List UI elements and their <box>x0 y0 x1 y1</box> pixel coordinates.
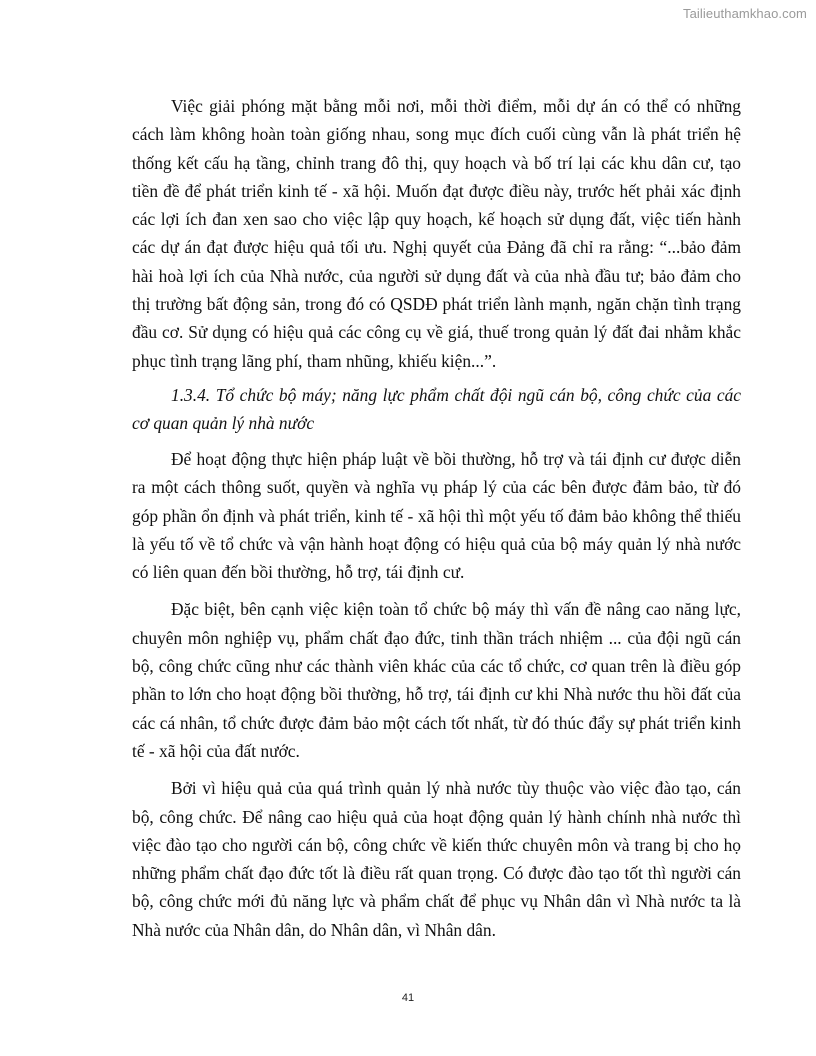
page-number: 41 <box>401 992 415 1004</box>
paragraph-implementation: Để hoạt động thực hiện pháp luật về bồi thường, hỗ trợ và tái định cư được diễn ra một cách thông suốt, quyền và nghĩa vụ pháp lý của các bên được đảm bảo, từ đó góp phần ổn định và phát triển, kinh tế - xã hội thì một yếu tố đảm bảo không thể thiếu là yếu tố về tổ chức và vận hành hoạt động có hiệu quả của bộ máy quản lý nhà nước có liên quan đến bồi thường, hỗ trợ, tái định cư. <box>132 448 741 583</box>
document-body <box>132 92 741 944</box>
watermark-text: Tailieuthamkhao.com <box>682 6 807 21</box>
paragraph-training: Bởi vì hiệu quả của quá trình quản lý nhà nước tùy thuộc vào việc đào tạo, cán bộ, công chức. Để nâng cao hiệu quả của hoạt động quản lý hành chính nhà nước thì việc đào tạo cho người cán bộ, công chức về kiến thức chuyên môn và trang bị cho họ những phẩm chất đạo đức tốt là điều rất quan trọng. Có được đào tạo tốt thì người cán bộ, công chức mới đủ năng lực và phẩm chất để phục vụ Nhân dân vì Nhà nước ta là Nhà nước của Nhân dân, do Nhân dân, vì Nhân dân. <box>132 778 741 940</box>
paragraph-capacity: Đặc biệt, bên cạnh việc kiện toàn tổ chức bộ máy thì vấn đề nâng cao năng lực, chuyên môn nghiệp vụ, phẩm chất đạo đức, tinh thần trách nhiệm ... của đội ngũ cán bộ, công chức cũng như các thành viên khác của các tổ chức, cơ quan trên là điều góp phần to lớn cho hoạt động bồi thường, hỗ trợ, tái định cư khi Nhà nước thu hồi đất của các cá nhân, tổ chức được đảm bảo một cách tốt nhất, từ đó thúc đẩy sự phát triển kinh tế - xã hội của đất nước. <box>132 599 741 761</box>
section-heading-1-3-4: 1.3.4. Tổ chức bộ máy; năng lực phẩm chất đội ngũ cán bộ, công chức của các cơ quan quản lý nhà nước <box>132 384 741 433</box>
paragraph-land-clearance: Việc giải phóng mặt bằng mỗi nơi, mỗi thời điểm, mỗi dự án có thể có những cách làm không hoàn toàn giống nhau, song mục đích cuối cùng vẫn là phát triển hệ thống kết cấu hạ tầng, chỉnh trang đô thị, quy hoạch và bố trí lại các khu dân cư, tạo tiền đề để phát triển kinh tế - xã hội. Muốn đạt được điều này, trước hết phải xác định các lợi ích đan xen sao cho việc lập quy hoạch, kế hoạch sử dụng đất, việc tiến hành các dự án đạt được hiệu quả tối ưu. Nghị quyết của Đảng đã chỉ ra rằng: “...bảo đảm hài hoà lợi ích của Nhà nước, của người sử dụng đất và của nhà đầu tư; bảo đảm cho thị trường bất động sản, trong đó có QSDĐ phát triển lành mạnh, ngăn chặn tình trạng đầu cơ. Sử dụng có hiệu quả các công cụ về giá, thuế trong quản lý đất đai nhằm khắc phục tình trạng lãng phí, tham nhũng, khiếu kiện...”. <box>132 96 741 371</box>
